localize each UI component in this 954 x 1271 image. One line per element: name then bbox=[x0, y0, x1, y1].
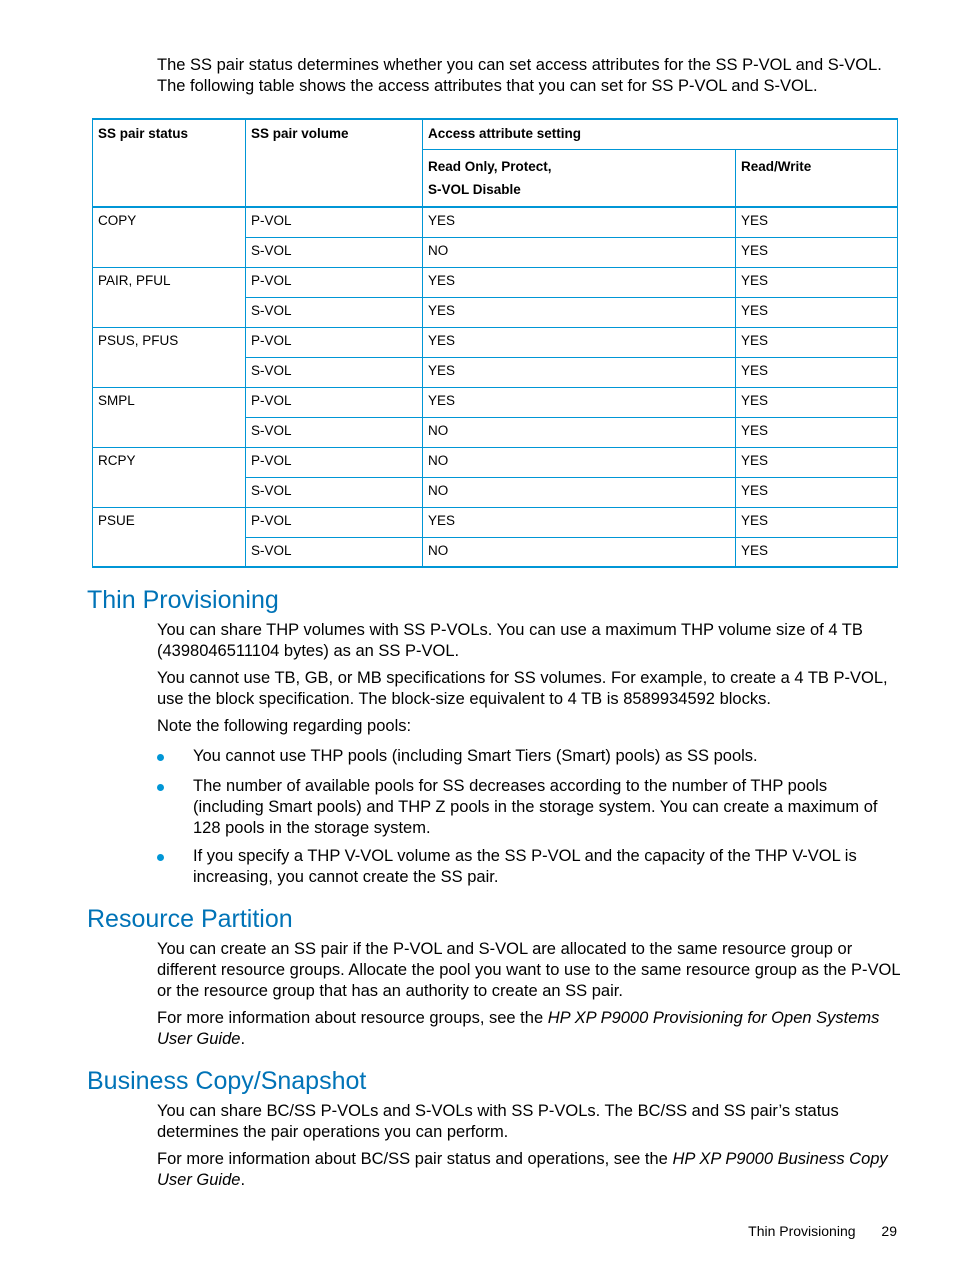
list-item bbox=[157, 776, 902, 839]
table-row bbox=[93, 507, 898, 537]
list-item bbox=[157, 846, 902, 888]
read-only-cell: YES bbox=[423, 387, 736, 417]
status-cell: COPY bbox=[93, 207, 246, 267]
volume-cell: S-VOL bbox=[246, 237, 423, 267]
resource-guide-title: HP XP P9000 Provisioning for Open Systems User Guide bbox=[157, 1009, 880, 1048]
page-footer bbox=[748, 1223, 897, 1239]
volume-cell: P-VOL bbox=[246, 207, 423, 237]
status-cell: PAIR, PFUL bbox=[93, 267, 246, 327]
header-ss-pair-status: SS pair status bbox=[93, 119, 246, 207]
volume-cell: S-VOL bbox=[246, 417, 423, 447]
thin-p1: You can share THP volumes with SS P-VOLs. You can use a maximum THP volume size of 4 TB (4398046511104 bytes) as an SS P-VOL. bbox=[157, 621, 863, 660]
intro-paragraph bbox=[157, 55, 902, 97]
resource-p2-suffix: . bbox=[240, 1030, 246, 1048]
access-attribute-table bbox=[92, 118, 898, 568]
resource-p1: You can create an SS pair if the P-VOL and S-VOL are allocated to the same resource group or different resource groups. Allocate the pool you want to use to the same resource group as the P-VOL or the resource group that has an authority to create an SS pair. bbox=[157, 940, 900, 1000]
bc-p1: You can share BC/SS P-VOLs and S-VOLs with SS P-VOLs. The BC/SS and SS pair’s status determines the pair operations you can perform. bbox=[157, 1102, 839, 1141]
status-cell: SMPL bbox=[93, 387, 246, 447]
volume-cell: S-VOL bbox=[246, 537, 423, 567]
bullet-icon bbox=[157, 754, 164, 761]
pool-notes-list bbox=[157, 746, 902, 888]
page-number: 29 bbox=[881, 1223, 897, 1239]
status-cell: PSUS, PFUS bbox=[93, 327, 246, 387]
bullet-icon bbox=[157, 784, 164, 791]
status-cell: RCPY bbox=[93, 447, 246, 507]
read-write-cell: YES bbox=[736, 267, 898, 297]
volume-cell: P-VOL bbox=[246, 327, 423, 357]
read-only-cell: YES bbox=[423, 297, 736, 327]
read-write-cell: YES bbox=[736, 237, 898, 267]
read-write-cell: YES bbox=[736, 417, 898, 447]
read-write-cell: YES bbox=[736, 387, 898, 417]
bullet-text: If you specify a THP V-VOL volume as the SS P-VOL and the capacity of the THP V-VOL is increasing, you cannot create the SS pair. bbox=[193, 847, 857, 886]
read-only-cell: YES bbox=[423, 327, 736, 357]
thin-p3: Note the following regarding pools: bbox=[157, 717, 412, 735]
section-heading-resource-partition: Resource Partition bbox=[87, 905, 293, 933]
volume-cell: S-VOL bbox=[246, 357, 423, 387]
table-row bbox=[93, 327, 898, 357]
table-row bbox=[93, 267, 898, 297]
bullet-text: You cannot use THP pools (including Smart Tiers (Smart) pools) as SS pools. bbox=[193, 747, 758, 765]
table-row bbox=[93, 447, 898, 477]
header-read-only-line1: Read Only, Protect, bbox=[428, 158, 552, 174]
read-write-cell: YES bbox=[736, 357, 898, 387]
status-cell: PSUE bbox=[93, 507, 246, 567]
read-only-cell: YES bbox=[423, 267, 736, 297]
section-heading-thin-provisioning: Thin Provisioning bbox=[87, 586, 279, 614]
bc-p2-prefix: For more information about BC/SS pair status and operations, see the bbox=[157, 1150, 673, 1168]
volume-cell: P-VOL bbox=[246, 447, 423, 477]
read-write-cell: YES bbox=[736, 297, 898, 327]
bc-guide-title: HP XP P9000 Business Copy User Guide bbox=[157, 1150, 888, 1189]
resource-partition-body bbox=[157, 939, 902, 1050]
read-only-cell: NO bbox=[423, 477, 736, 507]
read-only-cell: NO bbox=[423, 537, 736, 567]
read-write-cell: YES bbox=[736, 537, 898, 567]
thin-provisioning-body bbox=[157, 620, 902, 888]
read-only-cell: YES bbox=[423, 207, 736, 237]
read-only-cell: YES bbox=[423, 507, 736, 537]
read-write-cell: YES bbox=[736, 327, 898, 357]
list-item bbox=[157, 746, 902, 767]
bullet-text: The number of available pools for SS decreases according to the number of THP pools (including Smart pools) and THP Z pools in the storage system. You can create a maximum of 128 pools in the storage system. bbox=[193, 777, 878, 837]
read-write-cell: YES bbox=[736, 207, 898, 237]
bc-p2 bbox=[157, 1149, 902, 1191]
read-write-cell: YES bbox=[736, 477, 898, 507]
volume-cell: P-VOL bbox=[246, 267, 423, 297]
header-read-only-line2: S-VOL Disable bbox=[428, 181, 521, 197]
resource-p2-prefix: For more information about resource groups, see the bbox=[157, 1009, 548, 1027]
read-only-cell: NO bbox=[423, 237, 736, 267]
resource-p2 bbox=[157, 1008, 902, 1050]
volume-cell: P-VOL bbox=[246, 507, 423, 537]
header-read-only bbox=[423, 149, 736, 207]
header-ss-pair-volume: SS pair volume bbox=[246, 119, 423, 207]
read-write-cell: YES bbox=[736, 447, 898, 477]
bullet-icon bbox=[157, 854, 164, 861]
volume-cell: S-VOL bbox=[246, 297, 423, 327]
section-heading-business-copy: Business Copy/Snapshot bbox=[87, 1067, 367, 1095]
header-access-attribute: Access attribute setting bbox=[423, 119, 898, 149]
read-write-cell: YES bbox=[736, 507, 898, 537]
table-row bbox=[93, 207, 898, 237]
footer-section-title: Thin Provisioning bbox=[748, 1223, 856, 1239]
intro-text: The SS pair status determines whether you can set access attributes for the SS P-VOL and S-VOL. The following table shows the access attributes that you can set for SS P-VOL and S-VOL. bbox=[157, 56, 882, 95]
bc-p2-suffix: . bbox=[240, 1171, 246, 1189]
table-row bbox=[93, 387, 898, 417]
thin-p2: You cannot use TB, GB, or MB specifications for SS volumes. For example, to create a 4 TB P-VOL, use the block specification. The block-size equivalent to 4 TB is 8589934592 blocks. bbox=[157, 669, 888, 708]
read-only-cell: YES bbox=[423, 357, 736, 387]
volume-cell: S-VOL bbox=[246, 477, 423, 507]
read-only-cell: NO bbox=[423, 417, 736, 447]
read-only-cell: NO bbox=[423, 447, 736, 477]
business-copy-body bbox=[157, 1101, 902, 1191]
volume-cell: P-VOL bbox=[246, 387, 423, 417]
header-read-write: Read/Write bbox=[736, 149, 898, 207]
